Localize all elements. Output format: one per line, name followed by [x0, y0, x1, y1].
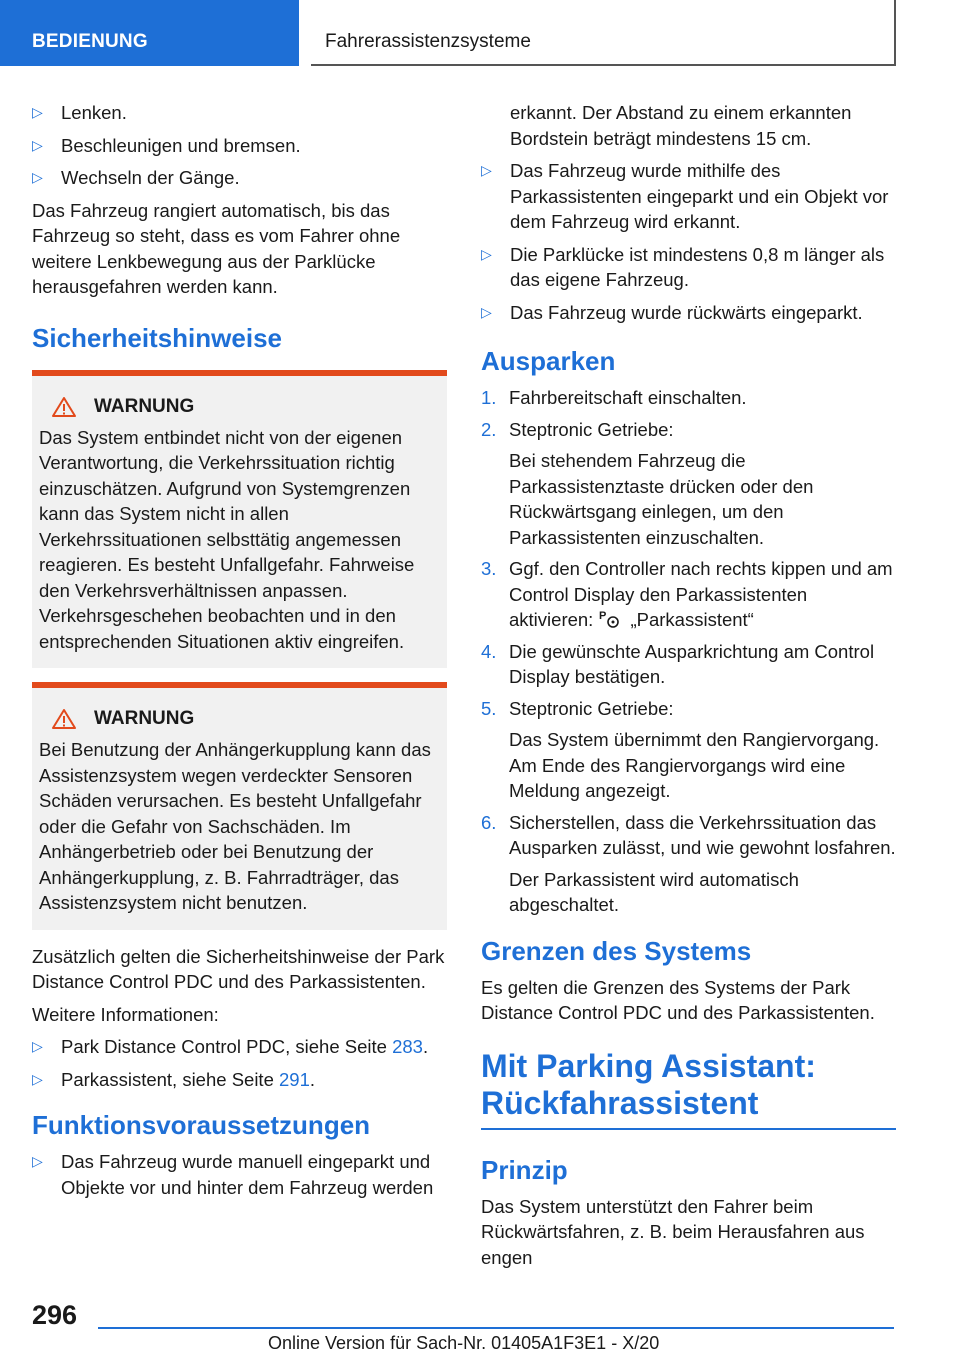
heading-ausparken: Ausparken — [481, 346, 616, 376]
warning-title: WARNUNG — [51, 707, 440, 731]
paragraph: Das System unterstützt den Fahrer beim Rückwärtsfahren, z. B. beim Herausfahren aus engen — [481, 1195, 865, 1268]
paragraph: Das Fahrzeug rangiert automatisch, bis das Fahrzeug so steht, dass es vom Fahrer ohne weitere Lenkbewegung aus der Parklücke herausgefahren werden kann. — [32, 199, 401, 297]
park-assist-icon — [599, 609, 621, 629]
list-item: ▷ Beschleunigen und bremsen. — [32, 133, 447, 159]
list-subtext: Der Parkassistent wird automatisch abgeschaltet. — [509, 868, 799, 915]
bullet-triangle-icon: ▷ — [32, 169, 43, 185]
list-subtext: Das System übernimmt den Rangiervorgang. Am Ende des Rangiervorgangs wird eine Meldung angezeigt. — [509, 729, 880, 801]
paragraph: erkannt. Der Abstand zu einem erkannten Bordstein beträgt mindestens 15 cm. — [510, 102, 852, 149]
list-item: 4. Die gewünschte Ausparkrichtung am Control Display bestätigen. — [481, 640, 875, 687]
heading-functions: Funktionsvoraussetzungen — [32, 1110, 371, 1140]
heading-grenzen: Grenzen des Systems — [481, 935, 752, 966]
list-item: 5. Steptronic Getriebe: — [481, 697, 674, 719]
list-item: ▷ Lenken. — [32, 100, 447, 126]
page-link-291[interactable]: 291 — [279, 1068, 310, 1090]
list-item: ▷ Parkassistent, siehe Seite 291. — [32, 1067, 447, 1093]
heading-safety: Sicherheitshinweise — [32, 322, 282, 353]
list-item: 6. Sicherstellen, dass die Verkehrssituation das Ausparken zulässt, und wie gewohnt losfahren. — [481, 811, 896, 858]
bullet-triangle-icon: ▷ — [32, 1070, 43, 1087]
left-column — [32, 100, 447, 1207]
footer-divider — [98, 1327, 894, 1329]
bullet-triangle-icon: ▷ — [481, 303, 492, 320]
footer-version: Online Version für Sach-Nr. 01405A1F3E1 - X/20 — [268, 1333, 660, 1353]
page-number: 296 — [32, 1300, 78, 1330]
list-item: 3. Ggf. den Controller nach rechts kippen und am Control Display den Parkassistenten aktivieren: P „Parkassistent“ — [481, 558, 893, 630]
warning-box — [32, 370, 447, 669]
bullet-triangle-icon: ▷ — [32, 104, 43, 120]
paragraph: Es gelten die Grenzen des Systems der Park Distance Control PDC und des Parkassistenten. — [481, 976, 875, 1023]
list-item: ▷ Wechseln der Gänge. — [32, 165, 447, 191]
list-item: ▷ Park Distance Control PDC, siehe Seite 283. — [32, 1034, 447, 1060]
warning-text: Das System entbindet nicht von der eigenen Verantwortung, die Verkehrssituation richtig einzuschätzen. Aufgrund von Systemgrenzen kann das System nicht in allen Verkehrssituationen selbsttätig angemessen reagieren. Es besteht Unfallgefahr. Fahrweise den Verkehrsverhältnissen anpassen. Verkehrsgeschehen beobachten und in den entsprechenden Situationen aktiv eingreifen. — [39, 426, 415, 652]
paragraph: Weitere Informationen: — [32, 1003, 219, 1025]
heading-main: Mit Parking Assistant: Rückfahrassistent — [481, 1048, 896, 1130]
list-item: ▷ Das Fahrzeug wurde manuell eingeparkt und Objekte vor und hinter dem Fahrzeug werden — [32, 1149, 447, 1200]
list-item: ▷ Das Fahrzeug wurde mithilfe des Parkassistenten eingeparkt und ein Objekt vor dem Fahrzeug wird erkannt. — [481, 158, 896, 235]
list-item: 2. Steptronic Getriebe: — [481, 418, 674, 440]
warning-icon — [51, 708, 77, 730]
svg-text:P: P — [599, 610, 607, 622]
warning-text: Bei Benutzung der Anhängerkupplung kann das Assistenzsystem wegen verdeckter Sensoren Schäden verursachen. Es besteht Unfallgefahr oder die Gefahr von Sachschäden. Im Anhängerbetrieb oder bei Benutzung der Anhängerkupplung, z. B. Fahrradträger, das Assistenzsystem nicht benutzen. — [39, 739, 431, 913]
bullet-triangle-icon: ▷ — [32, 136, 43, 153]
list-item: 1. Fahrbereitschaft einschalten. — [481, 387, 747, 408]
page-link-283[interactable]: 283 — [392, 1036, 423, 1057]
warning-box — [32, 682, 447, 930]
header-section: BEDIENUNG — [0, 0, 299, 66]
heading-prinzip: Prinzip — [481, 1154, 568, 1185]
bullet-triangle-icon: ▷ — [481, 162, 492, 178]
header-chapter: Fahrerassistenzsysteme — [311, 0, 896, 66]
warning-icon — [51, 396, 77, 418]
bullet-triangle-icon: ▷ — [32, 1153, 43, 1169]
list-item: ▷ Das Fahrzeug wurde rückwärts eingeparkt. — [481, 300, 896, 326]
warning-title: WARNUNG — [51, 395, 440, 419]
bullet-triangle-icon: ▷ — [32, 1038, 43, 1054]
right-column — [481, 100, 896, 1277]
list-subtext: Bei stehendem Fahrzeug die Parkassistenztaste drücken oder den Rückwärtsgang einlegen, um den Parkassistenten einzuschalten. — [509, 450, 814, 548]
bullet-triangle-icon: ▷ — [481, 245, 492, 262]
list-item: ▷ Die Parklücke ist mindestens 0,8 m länger als das eigene Fahrzeug. — [481, 242, 896, 293]
paragraph: Zusätzlich gelten die Sicherheitshinweise der Park Distance Control PDC und des Parkassistenten. — [32, 945, 445, 992]
